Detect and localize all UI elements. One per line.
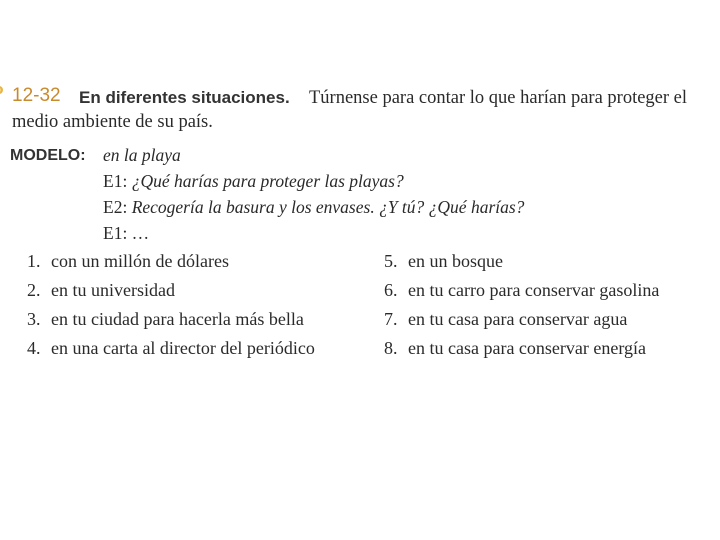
list-item: 4. en una carta al director del periódico xyxy=(27,338,315,358)
instructions-line-2: medio ambiente de su país. xyxy=(12,112,213,132)
modelo-label: MODELO: xyxy=(10,147,86,164)
modelo-situation: en la playa xyxy=(103,145,181,165)
modelo-e1-question xyxy=(103,171,404,192)
answer-text: Recogería la basura y los envases. ¿Y tú? ¿Qué harías? xyxy=(131,197,525,217)
list-item: 6. en tu carro para conservar gasolina xyxy=(384,280,660,300)
modelo-e1-continue: E1: … xyxy=(103,223,150,243)
modelo-e2-answer xyxy=(103,197,524,218)
question-text: ¿Qué harías para proteger las playas? xyxy=(131,171,404,191)
exercise-number: 12-32 xyxy=(12,85,61,106)
list-item: 7. en tu casa para conservar agua xyxy=(384,309,628,329)
exercise-title: En diferentes situaciones. xyxy=(79,88,290,107)
sun-icon xyxy=(0,84,5,96)
list-item: 5. en un bosque xyxy=(384,251,503,271)
list-item: 3. en tu ciudad para hacerla más bella xyxy=(27,309,304,329)
list-item: 8. en tu casa para conservar energía xyxy=(384,338,647,358)
instructions-line-1: Túrnense para contar lo que harían para proteger el xyxy=(309,88,688,108)
speaker-e1: E1: xyxy=(103,171,132,191)
list-item: 1. con un millón de dólares xyxy=(27,251,229,271)
speaker-e2: E2: xyxy=(103,197,132,217)
list-item: 2. en tu universidad xyxy=(27,280,175,300)
